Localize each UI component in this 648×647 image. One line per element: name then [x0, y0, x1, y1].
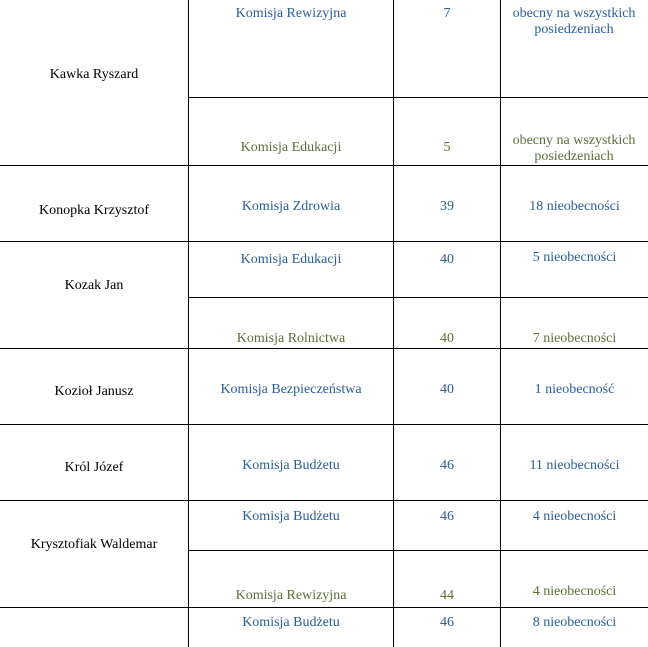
meeting-count: 7	[443, 6, 451, 21]
member-name: Konopka Krzysztof	[38, 203, 150, 218]
committee-name: Komisja Rewizyjna	[235, 6, 347, 21]
subrow-divider	[188, 550, 648, 551]
committee-name: Komisja Budżetu	[242, 615, 340, 630]
meeting-count: 46	[440, 615, 454, 630]
meeting-count: 44	[440, 588, 454, 603]
attendance-status: 18 nieobecności	[529, 199, 620, 214]
member-name: Krysztofiak Waldemar	[30, 537, 158, 552]
meeting-count: 46	[440, 509, 454, 524]
meeting-count: 39	[440, 199, 454, 214]
meeting-count: 40	[440, 331, 454, 346]
committee-name: Komisja Rolnictwa	[236, 331, 346, 346]
subrow-divider	[188, 297, 648, 298]
attendance-status: obecny na wszystkich posiedzeniach	[512, 133, 636, 164]
committee-name: Komisja Budżetu	[242, 509, 340, 524]
meeting-count: 40	[440, 382, 454, 397]
attendance-status: 4 nieobecności	[532, 509, 617, 524]
committee-name: Komisja Budżetu	[242, 458, 340, 473]
committee-name: Komisja Bezpieczeństwa	[220, 382, 362, 397]
member-name: Kozioł Janusz	[54, 384, 134, 399]
attendance-status: 11 nieobecności	[529, 458, 620, 473]
committee-name: Komisja Edukacji	[240, 140, 342, 155]
member-name: Kawka Ryszard	[49, 67, 139, 82]
attendance-status: 8 nieobecności	[532, 615, 617, 630]
member-name	[0, 608, 188, 647]
attendance-status: 4 nieobecności	[532, 584, 617, 599]
committee-name: Komisja Rewizyjna	[235, 588, 347, 603]
meeting-count: 5	[443, 140, 451, 155]
meeting-count: 46	[440, 458, 454, 473]
attendance-status: obecny na wszystkich posiedzeniach	[512, 6, 636, 37]
subrow-divider	[188, 97, 648, 98]
member-name: Kozak Jan	[64, 277, 124, 293]
member-name: Król Józef	[64, 459, 124, 475]
meeting-count: 40	[440, 252, 454, 267]
attendance-status: 7 nieobecności	[532, 331, 617, 346]
committee-name: Komisja Edukacji	[240, 252, 342, 267]
attendance-status: 1 nieobecność	[534, 382, 615, 397]
attendance-status: 5 nieobecności	[532, 250, 617, 265]
committee-name: Komisja Zdrowia	[241, 199, 341, 214]
